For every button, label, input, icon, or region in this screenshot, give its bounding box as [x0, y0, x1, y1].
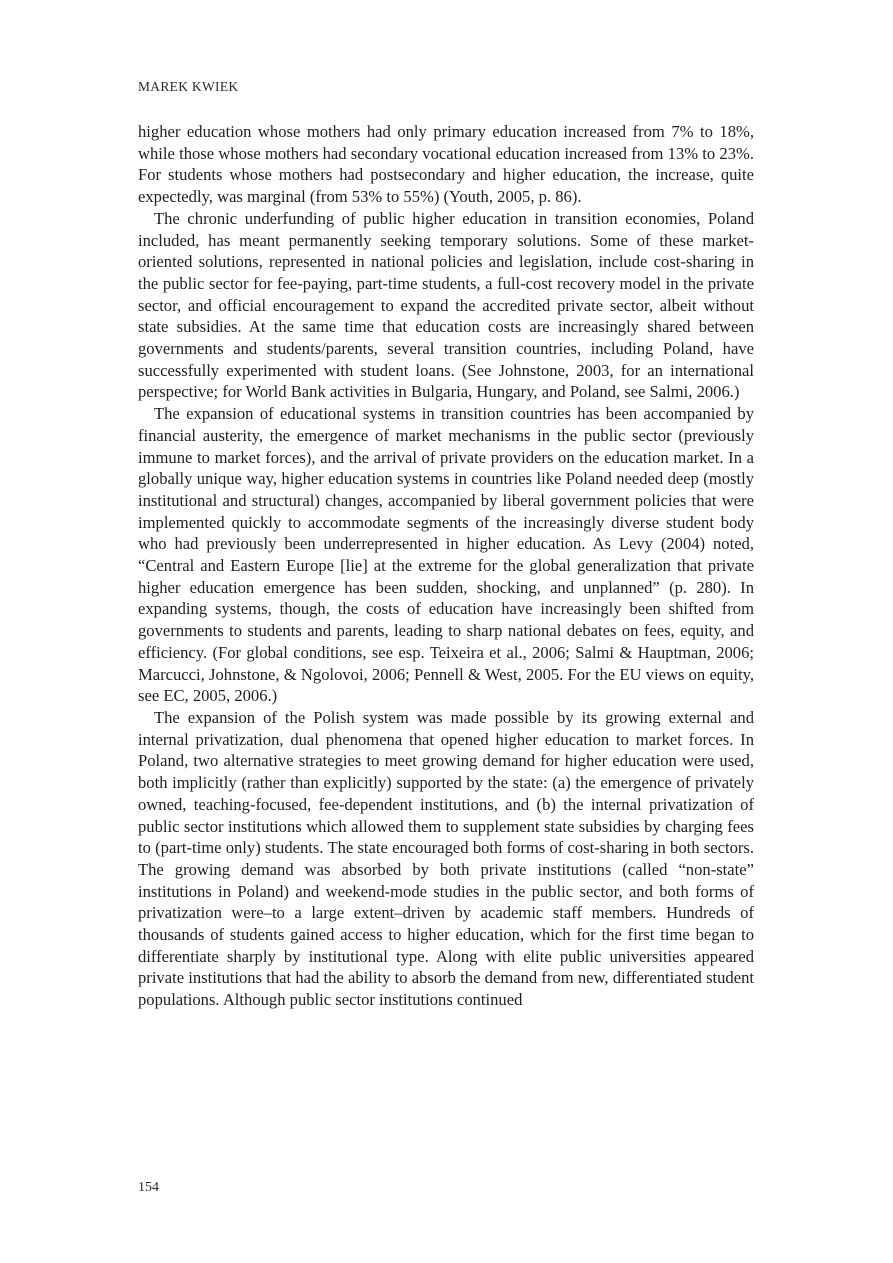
- paragraph-underfunding: The chronic underfunding of public higher education in transition economies, Poland included, has meant permanently seeking temporary solutions. Some of these market-oriented solutions, represented in national policies and legislation, include cost-sharing in the public sector for fee-paying, part-time students, a full-cost recovery model in the private sector, and official encouragement to expand the accredited private sector, albeit without state subsidies. At the same time that education costs are increasingly shared between governments and students/parents, several transition countries, including Poland, have successfully experimented with student loans. (See Johnstone, 2003, for an international perspective; for World Bank activities in Bulgaria, Hungary, and Poland, see Salmi, 2006.): [138, 208, 754, 402]
- paragraph-polish-system: The expansion of the Polish system was made possible by its growing external and internal privatization, dual phenomena that opened higher education to market forces. In Poland, two alternative strategies to meet growing demand for higher education were used, both implicitly (rather than explicitly) supported by the state: (a) the emergence of privately owned, teaching-focused, fee-dependent institutions, and (b) the internal privatization of public sector institutions which allowed them to supplement state subsidies by charging fees to (part-time only) students. The state encouraged both forms of cost-sharing in both sectors. The growing demand was absorbed by both private institutions (called “non-state” institutions in Poland) and weekend-mode studies in the public sector, and both forms of privatization were–to a large extent–driven by academic staff members. Hundreds of thousands of students gained access to higher education, which for the first time began to differentiate sharply by institutional type. Along with elite public universities appeared private institutions that had the ability to absorb the demand from new, differentiated student populations. Although public sector institutions continued: [138, 707, 754, 1010]
- page-number: 154: [138, 1180, 159, 1195]
- paragraph-continuation: higher education whose mothers had only primary education increased from 7% to 18%, while those whose mothers had secondary vocational education increased from 13% to 23%. For students whose mothers had postsecondary and higher education, the increase, quite expectedly, was marginal (from 53% to 55%) (Youth, 2005, p. 86).: [138, 122, 754, 207]
- body-text: [138, 121, 754, 1011]
- paragraph-expansion: The expansion of educational systems in transition countries has been accompanied by financial austerity, the emergence of market mechanisms in the public sector (previously immune to market forces), and the arrival of private providers on the education market. In a globally unique way, higher education systems in countries like Poland needed deep (mostly institutional and structural) changes, accompanied by liberal government policies that were implemented quickly to accommodate segments of the increasingly diverse student body who had previously been underrepresented in higher education. As Levy (2004) noted, “Central and Eastern Europe [lie] at the extreme for the global generalization that private higher education emergence has been sudden, shocking, and unplanned” (p. 280). In expanding systems, though, the costs of education have increasingly been shifted from governments to students and parents, leading to sharp national debates on fees, equity, and efficiency. (For global conditions, see esp. Teixeira et al., 2006; Salmi & Hauptman, 2006; Marcucci, Johnstone, & Ngolovoi, 2006; Pennell & West, 2005. For the EU views on equity, see EC, 2005, 2006.): [138, 404, 754, 706]
- running-head: MAREK KWIEK: [138, 79, 239, 94]
